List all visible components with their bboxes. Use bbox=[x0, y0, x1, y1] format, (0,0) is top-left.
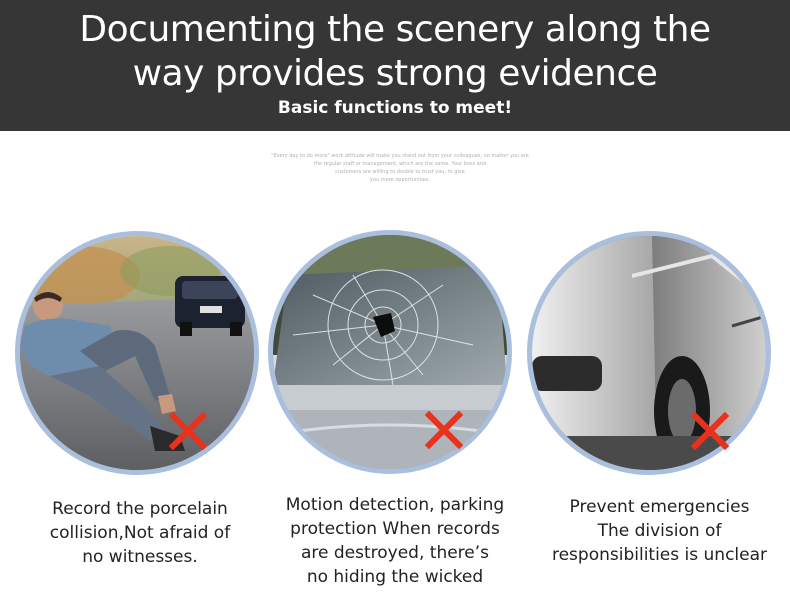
caption-motion-detection bbox=[275, 493, 515, 589]
fine-print-line-4: you more opportunities. bbox=[369, 177, 431, 183]
injured-pedestrian-photo bbox=[15, 231, 259, 475]
caption-line: responsibilities is unclear bbox=[551, 545, 767, 565]
caption-line: Prevent emergencies bbox=[569, 497, 750, 517]
caption-line: collision,Not afraid of bbox=[49, 523, 231, 543]
headline-line-1: Documenting the scenery along the bbox=[79, 9, 711, 50]
caption-prevent-emergencies bbox=[537, 495, 782, 567]
red-x-icon bbox=[424, 410, 464, 450]
caption-line: Motion detection, parking bbox=[285, 495, 505, 515]
caption-line: Record the porcelain bbox=[52, 499, 228, 519]
headline bbox=[0, 8, 790, 96]
fine-print-line-3: customers are willing to double to trust you, to give bbox=[335, 169, 465, 175]
fine-print-line-1: "Every day to do more" work attitude will make you stand out from your colleagues, no matter you are bbox=[271, 153, 529, 159]
broken-windshield-photo bbox=[268, 230, 512, 474]
red-x-icon bbox=[168, 411, 208, 451]
headline-line-2: way provides strong evidence bbox=[132, 53, 658, 94]
red-x-icon bbox=[690, 411, 730, 451]
fine-print-line-2: the regular staff or management, which are the same. Your boss and bbox=[313, 161, 487, 167]
caption-line: are destroyed, there’s bbox=[300, 543, 490, 563]
caption-line: protection When records bbox=[290, 519, 500, 539]
caption-line: no witnesses. bbox=[82, 547, 198, 567]
caption-porcelain-collision bbox=[20, 497, 260, 569]
subheadline: Basic functions to meet! bbox=[277, 98, 513, 118]
car-collision-photo bbox=[527, 231, 771, 475]
caption-line: no hiding the wicked bbox=[306, 567, 484, 587]
caption-line: The division of bbox=[597, 521, 722, 541]
fine-print bbox=[255, 152, 545, 184]
header-banner bbox=[0, 0, 790, 131]
